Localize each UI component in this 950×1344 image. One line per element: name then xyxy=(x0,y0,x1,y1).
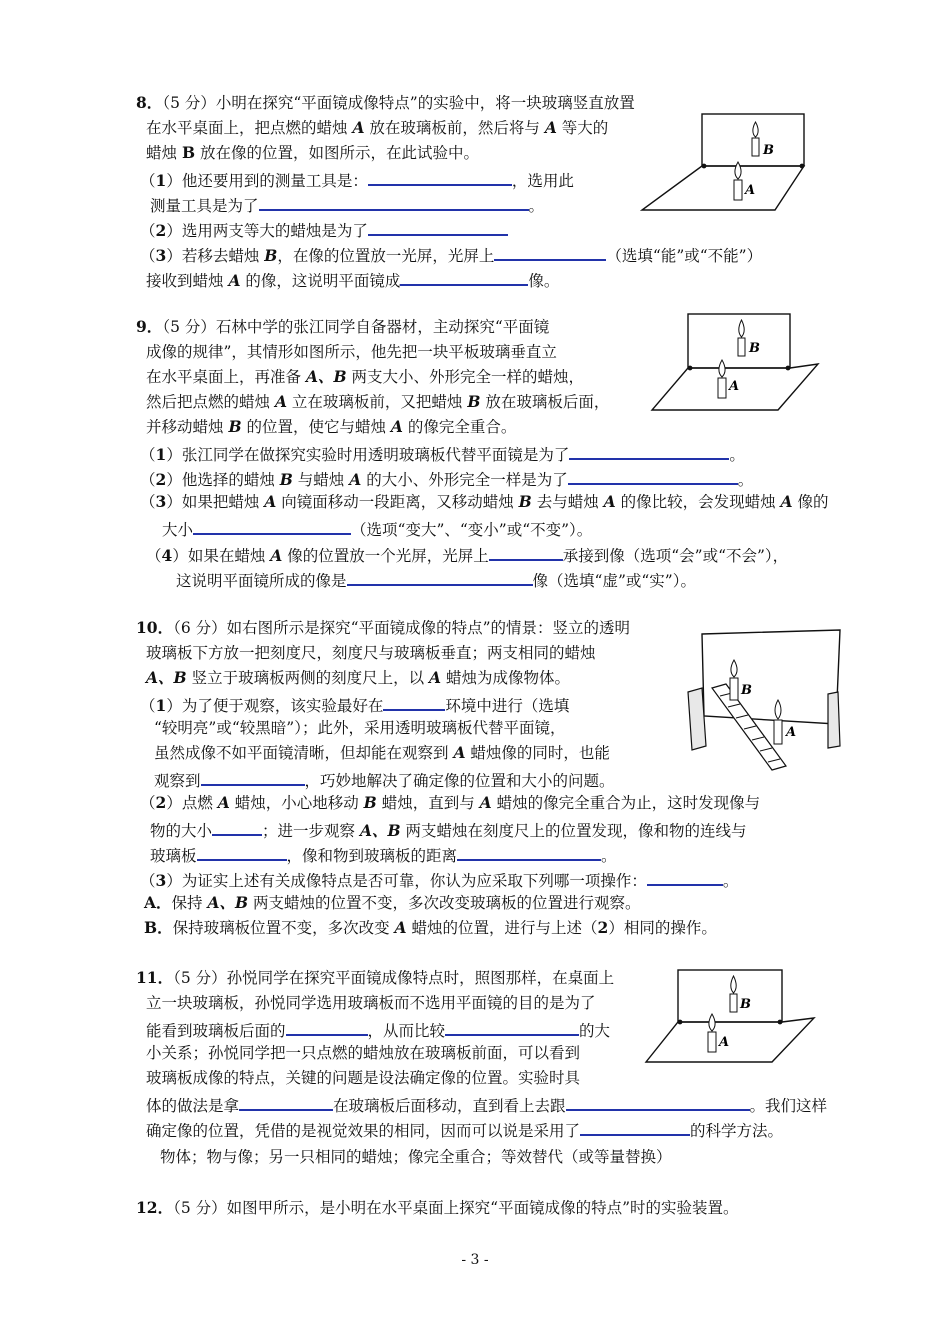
q11-figure xyxy=(644,966,816,1066)
answer-blank[interactable] xyxy=(494,242,606,261)
answer-blank[interactable] xyxy=(400,267,528,286)
candle-a-icon xyxy=(708,1014,716,1052)
candle-b-label: B xyxy=(740,997,751,1012)
candle-a-label: A xyxy=(745,183,756,198)
q9-line-2: 成像的规律”，其情形如图所示，他先把一块平板玻璃垂直立 xyxy=(146,343,557,361)
q8-line-1: 8．（5 分）小明在探究“平面镜成像特点”的实验中，将一块玻璃竖直放置 xyxy=(136,93,635,112)
answer-blank[interactable] xyxy=(368,217,508,236)
q11-line-3: 能看到玻璃板后面的 ，从而比较 的大 xyxy=(146,1017,610,1042)
answer-blank[interactable] xyxy=(197,842,287,861)
answer-blank[interactable] xyxy=(457,842,601,861)
page-number: - 3 - xyxy=(461,1252,489,1268)
q9-line-5: 并移动蜡烛 B 的位置，使它与蜡烛 A 的像完全重合。 xyxy=(146,417,517,436)
q9-sub-3: （3）如果把蜡烛 A 向镜面移动一段距离，又移动蜡烛 B 去与蜡烛 A 的像比较，会发现蜡烛 A 像的 xyxy=(140,492,829,511)
candle-b-label: B xyxy=(763,143,774,158)
candle-a-label: A xyxy=(729,379,740,394)
q10-figure xyxy=(678,628,846,778)
answer-blank[interactable] xyxy=(569,441,729,460)
q11-line-2: 立一块玻璃板，孙悦同学选用玻璃板而不选用平面镜的目的是为了 xyxy=(146,994,596,1012)
q10-sub-2-cont-1: 物的大小 ；进一步观察 A、B 两支蜡烛在刻度尺上的位置发现，像和物的连线与 xyxy=(150,817,747,842)
answer-blank[interactable] xyxy=(201,767,305,786)
q10-line-2: 玻璃板下方放一把刻度尺，刻度尺与玻璃板垂直；两支相同的蜡烛 xyxy=(146,644,596,662)
q10-sub-3: （3）为证实上述有关成像特点是否可靠，你认为应采取下列哪一项操作： 。 xyxy=(140,867,738,892)
q9-sub-1: （1）张江同学在做探究实验时用透明玻璃板代替平面镜是为了 。 xyxy=(140,441,745,466)
q10-line-1: 10．（6 分）如右图所示是探究“平面镜成像的特点”的情景：竖立的透明 xyxy=(136,618,630,637)
answer-blank[interactable] xyxy=(347,567,533,586)
q10-sub-1: （1）为了便于观察，该实验最好在 环境中进行（选填 xyxy=(140,692,569,717)
answer-blank[interactable] xyxy=(568,466,738,485)
q11-line-6: 体的做法是拿 在玻璃板后面移动，直到看上去跟 。我们这样 xyxy=(146,1092,827,1117)
q10-sub-2-cont-2: 玻璃板 ，像和物到玻璃板的距离 。 xyxy=(150,842,617,867)
q8-figure xyxy=(640,110,810,214)
q9-line-1: 9．（5 分）石林中学的张江同学自备器材，主动探究“平面镜 xyxy=(136,317,550,336)
candle-a-icon xyxy=(734,162,742,200)
candle-a-icon xyxy=(774,700,782,744)
q10-sub-1-cont-3: 观察到 ，巧妙地解决了确定像的位置和大小的问题。 xyxy=(154,767,615,792)
answer-blank[interactable] xyxy=(445,1017,579,1036)
q10-option-a: A．保持 A、B 两支蜡烛的位置不变，多次改变玻璃板的位置进行观察。 xyxy=(144,893,641,912)
q8-sub-3-cont: 接收到蜡烛 A 的像，这说明平面镜成 像。 xyxy=(146,267,559,292)
q9-sub-2: （2）他选择的蜡烛 B 与蜡烛 A 的大小、外形完全一样是为了 。 xyxy=(140,466,753,491)
q9-figure xyxy=(650,312,820,412)
answer-blank[interactable] xyxy=(212,817,262,836)
candle-b-icon xyxy=(730,976,737,1012)
q11-line-4: 小关系；孙悦同学把一只点燃的蜡烛放在玻璃板前面，可以看到 xyxy=(146,1044,581,1062)
answer-blank[interactable] xyxy=(489,542,563,561)
candle-b-label: B xyxy=(741,683,752,698)
q9-sub-3-cont: 大小 （选项“变大”、“变小”或“不变”）。 xyxy=(162,516,592,541)
candle-b-icon xyxy=(752,122,759,156)
candle-b-icon xyxy=(730,660,738,700)
answer-blank[interactable] xyxy=(286,1017,368,1036)
q8-sub-3: （3）若移去蜡烛 B，在像的位置放一光屏，光屏上 （选填“能”或“不能”） xyxy=(140,242,762,267)
answer-blank[interactable] xyxy=(193,516,351,535)
answer-blank[interactable] xyxy=(647,867,723,886)
q8-sub-2: （2）选用两支等大的蜡烛是为了 xyxy=(140,217,508,242)
candle-b-label: B xyxy=(749,341,760,356)
q8-sub-1-cont: 测量工具是为了 。 xyxy=(150,192,544,217)
answer-blank[interactable] xyxy=(580,1117,690,1136)
q11-line-7: 确定像的位置，凭借的是视觉效果的相同，因而可以说是采用了 的科学方法。 xyxy=(146,1117,783,1142)
answer-blank[interactable] xyxy=(566,1092,750,1111)
q10-sub-2: （2）点燃 A 蜡烛，小心地移动 B 蜡烛，直到与 A 蜡烛的像完全重合为止，这时发现像与 xyxy=(140,793,761,812)
answer-blank[interactable] xyxy=(368,167,512,186)
answer-blank[interactable] xyxy=(259,192,529,211)
q11-line-1: 11．（5 分）孙悦同学在探究平面镜成像特点时，照图那样，在桌面上 xyxy=(136,968,615,987)
q11-answer: 物体；物与像；另一只相同的蜡烛；像完全重合；等效替代（或等量替换） xyxy=(160,1148,672,1166)
answer-blank[interactable] xyxy=(383,692,445,711)
q10-sub-1-cont-1: “较明亮”或“较黑暗”）；此外，采用透明玻璃板代替平面镜， xyxy=(154,719,566,737)
q9-line-3: 在水平桌面上，再准备 A、B 两支大小、外形完全一样的蜡烛， xyxy=(146,367,585,386)
answer-blank[interactable] xyxy=(239,1092,333,1111)
q11-line-5: 玻璃板成像的特点，关键的问题是设法确定像的位置。实验时具 xyxy=(146,1069,581,1087)
q12-line-1: 12．（5 分）如图甲所示，是小明在水平桌面上探究“平面镜成像的特点”时的实验装置。 xyxy=(136,1198,739,1217)
candle-a-label: A xyxy=(786,725,797,740)
q10-option-b: B．保持玻璃板位置不变，多次改变 A 蜡烛的位置，进行与上述（2）相同的操作。 xyxy=(144,918,717,937)
q8-sub-1: （1）他还要用到的测量工具是： ，选用此 xyxy=(140,167,574,192)
candle-b-icon xyxy=(738,320,745,356)
q9-sub-4: （4）如果在蜡烛 A 像的位置放一个光屏，光屏上 承接到像（选项“会”或“不会”）， xyxy=(146,542,788,567)
q8-line-3: 蜡烛 B 放在像的位置，如图所示，在此试验中。 xyxy=(146,143,479,162)
candle-a-label: A xyxy=(719,1035,730,1050)
candle-a-icon xyxy=(718,360,726,398)
q10-line-3: A、B 竖立于玻璃板两侧的刻度尺上，以 A 蜡烛为成像物体。 xyxy=(146,668,570,687)
q10-sub-1-cont-2: 虽然成像不如平面镜清晰，但却能在观察到 A 蜡烛像的同时，也能 xyxy=(154,743,610,762)
q8-line-2: 在水平桌面上，把点燃的蜡烛 A 放在玻璃板前，然后将与 A 等大的 xyxy=(146,118,609,137)
q9-line-4: 然后把点燃的蜡烛 A 立在玻璃板前，又把蜡烛 B 放在玻璃板后面， xyxy=(146,392,610,411)
q9-sub-4-cont: 这说明平面镜所成的像是 像（选填“虚”或“实”）。 xyxy=(176,567,696,592)
